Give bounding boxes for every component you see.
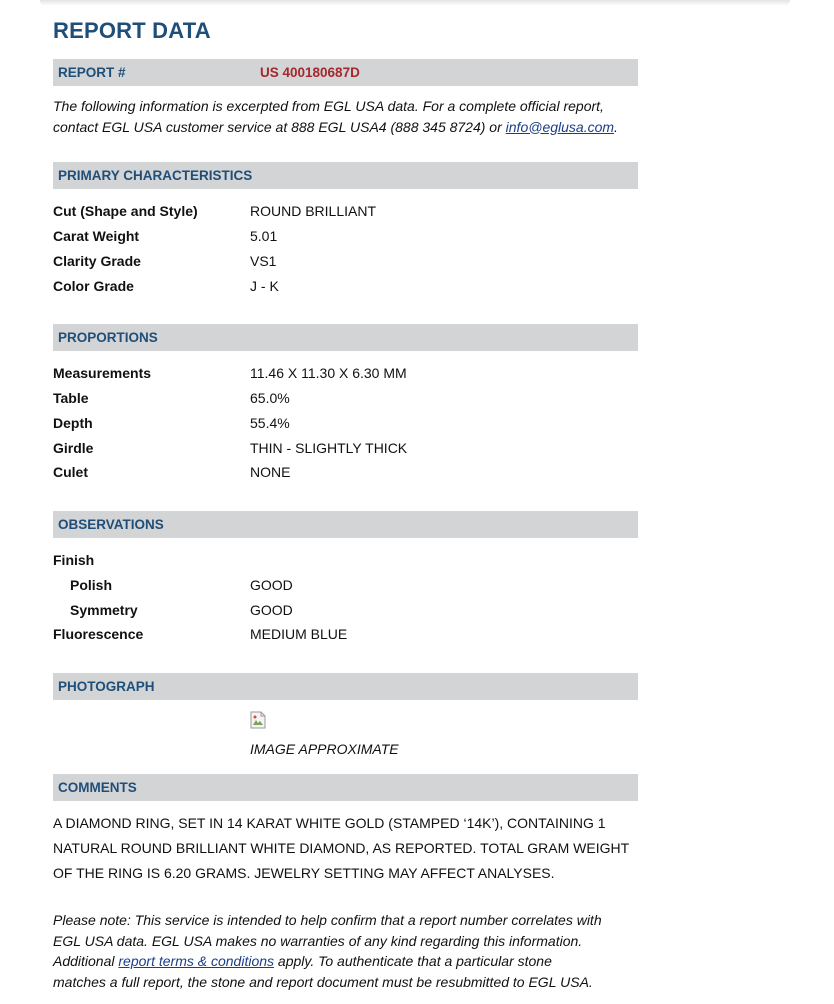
field-value: THIN - SLIGHTLY THICK <box>250 440 408 456</box>
field-value: GOOD <box>250 577 293 593</box>
field-label: Fluorescence <box>53 626 144 642</box>
field-value: 11.46 X 11.30 X 6.30 MM <box>250 365 407 381</box>
row-cut <box>53 203 638 223</box>
field-label: Symmetry <box>70 602 138 618</box>
field-label: Finish <box>53 552 95 568</box>
field-label: Table <box>53 390 89 406</box>
row-symmetry <box>53 602 638 622</box>
field-value: 5.01 <box>250 228 278 244</box>
row-clarity-grade <box>53 253 638 273</box>
row-finish <box>53 552 638 572</box>
top-shadow <box>40 0 790 6</box>
page-title: REPORT DATA <box>53 18 211 43</box>
footer-text-2: apply. To authenticate that a particular stone matches a full report, the stone and report document must be resubmitted to EGL USA. <box>53 953 593 990</box>
field-value: ROUND BRILLIANT <box>250 203 377 219</box>
intro-end: . <box>614 118 618 135</box>
intro-note <box>53 96 638 137</box>
comments-text: A DIAMOND RING, SET IN 14 KARAT WHITE GOLD (STAMPED ‘14K’), CONTAINING 1 NATURAL ROUND BRILLIANT WHITE DIAMOND, AS REPORTED. TOTAL GRAM WEIGHT OF THE RING IS 6.20 GRAMS. JEWELRY SETTING MAY AFFECT ANALYSES. <box>53 815 629 881</box>
field-label: Polish <box>70 577 113 593</box>
report-number-label: REPORT # <box>58 65 126 80</box>
section-header-photograph: PHOTOGRAPH <box>53 673 638 700</box>
row-color-grade <box>53 278 638 298</box>
field-value: MEDIUM BLUE <box>250 626 348 642</box>
report-number-value: US 400180687D <box>260 65 360 80</box>
row-fluorescence <box>53 626 638 646</box>
terms-link[interactable]: report terms & conditions <box>118 953 275 969</box>
row-polish <box>53 577 638 597</box>
section-header-observations: OBSERVATIONS <box>53 511 638 538</box>
field-label: Culet <box>53 464 88 480</box>
section-header-proportions: PROPORTIONS <box>53 324 638 351</box>
field-label: Cut (Shape and Style) <box>53 203 198 219</box>
field-label: Measurements <box>53 365 152 381</box>
field-value: GOOD <box>250 602 293 618</box>
row-carat-weight <box>53 228 638 248</box>
field-value: VS1 <box>250 253 277 269</box>
field-label: Girdle <box>53 440 94 456</box>
intro-text: The following information is excerpted from EGL USA data. For a complete official report, contact EGL USA customer service at 888 EGL USA4 (888 345 8724) or <box>53 98 604 135</box>
image-caption: IMAGE APPROXIMATE <box>250 741 399 757</box>
field-value: 65.0% <box>250 390 290 406</box>
field-label: Carat Weight <box>53 228 140 244</box>
report-number-bar <box>53 59 638 86</box>
broken-image-icon <box>250 711 266 729</box>
row-girdle <box>53 440 638 460</box>
section-header-primary: PRIMARY CHARACTERISTICS <box>53 162 638 189</box>
footer-text-1: Please note: This service is intended to help confirm that a report number correlates with EGL USA data. EGL USA makes no warranties of any kind regarding this information. Additional <box>53 912 602 969</box>
section-header-comments: COMMENTS <box>53 774 638 801</box>
field-value: NONE <box>250 464 291 480</box>
row-depth <box>53 415 638 435</box>
field-label: Clarity Grade <box>53 253 141 269</box>
footer-note <box>53 910 603 992</box>
field-value: 55.4% <box>250 415 290 431</box>
field-label: Depth <box>53 415 93 431</box>
row-culet <box>53 464 638 484</box>
row-table <box>53 390 638 410</box>
email-link[interactable]: info@eglusa.com <box>505 118 615 135</box>
field-value: J - K <box>250 278 279 294</box>
field-label: Color Grade <box>53 278 134 294</box>
row-measurements <box>53 365 638 385</box>
